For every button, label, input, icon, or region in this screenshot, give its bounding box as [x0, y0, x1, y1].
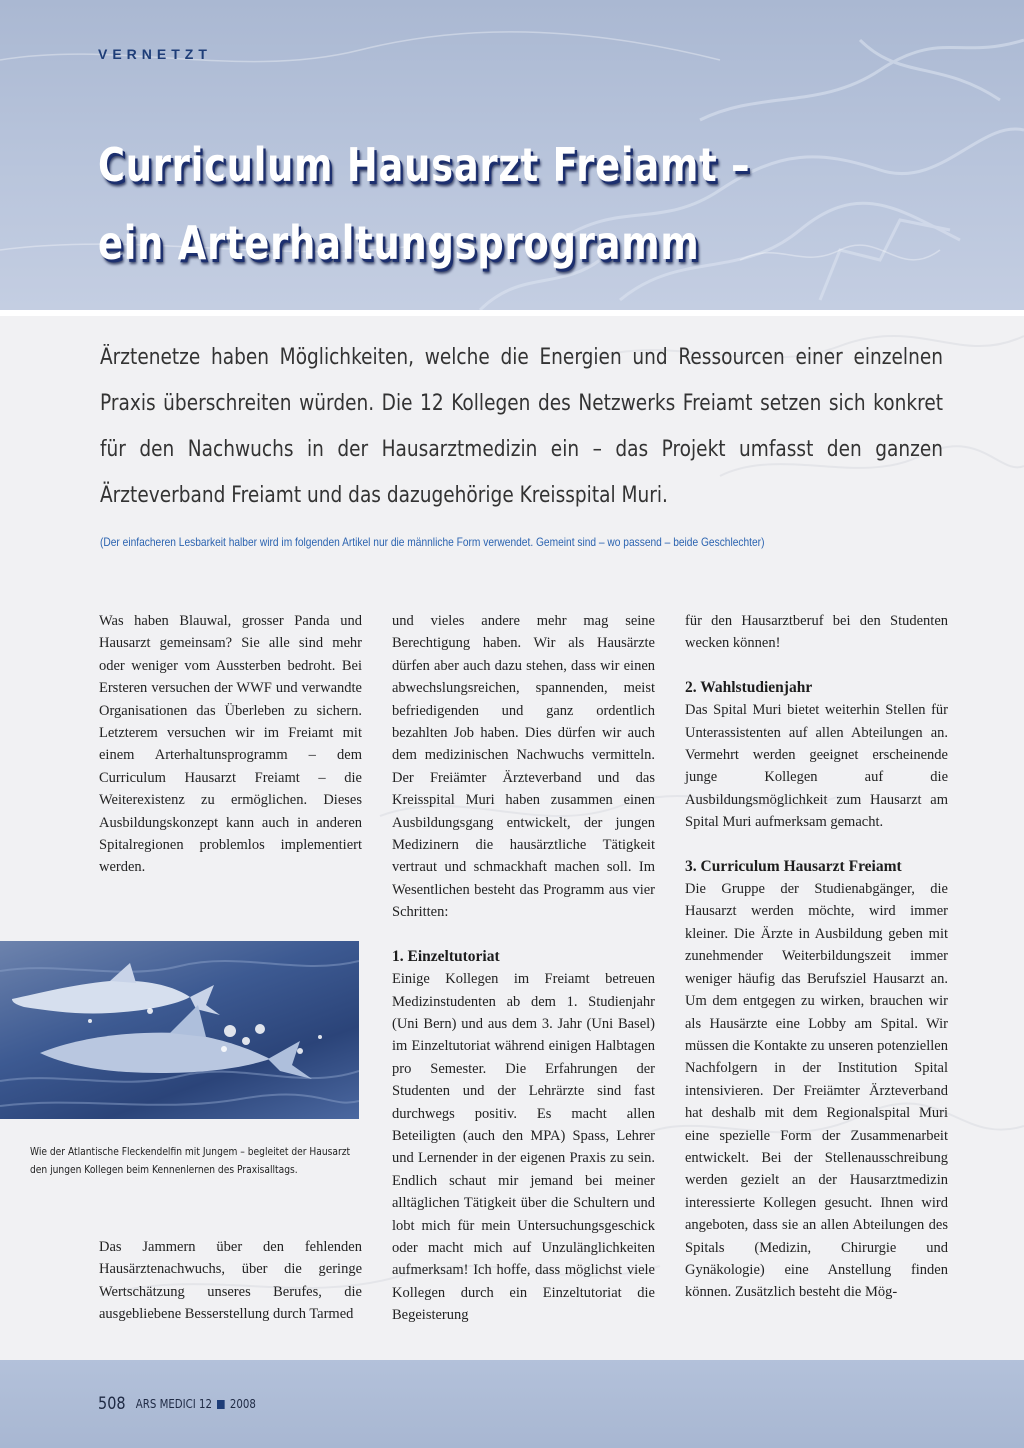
col3-paragraph-1: für den Hausarztberuf bei den Studenten wecken können!	[685, 613, 948, 652]
col3-paragraph-2: Das Spital Muri bietet weiterhin Stellen für Unterassistenten auf allen Abteilungen an. Vermehrt werden geeignet erscheinende junge Kollegen auf die Ausbildungsmöglichkeit zum Hausarzt am Spital Muri aufmerksam gemacht.	[685, 702, 948, 831]
journal-name: ARS MEDICI 12	[135, 1397, 213, 1411]
square-separator-icon	[217, 1400, 225, 1409]
column-2	[392, 610, 655, 1327]
title-line-1: Curriculum Hausarzt Freiamt –	[98, 138, 751, 192]
dolphin-icon	[0, 941, 359, 1119]
photo-caption: Wie der Atlantische Fleckendelfin mit Jungem – begleitet der Hausarzt den jungen Kollegen beim Kennenlernen des Praxisalltags.	[30, 1145, 351, 1176]
col1-paragraph-2: Das Jammern über den fehlenden Hausärztenachwuchs, über die geringe Wertschätzung unseres Berufes, die ausgebliebene Besserstellung durch Tarmed	[99, 1239, 362, 1323]
page-footer	[98, 1394, 256, 1414]
col2-paragraph-1: und vieles andere mehr mag seine Berechtigung haben. Wir als Hausärzte dürfen aber auch dazu stehen, dass wir einen abwechslungsreichen, spannenden, meist befriedigenden und ganz ordentlich bezahlten Job haben. Dies dürfen wir auch dem medizinischen Nachwuchs vermitteln. Der Freiämter Ärzteverband und das Kreisspital Muri haben zusammen einen Ausbildungsgang entwickelt, der jungen Medizinern die hausärztliche Tätigkeit vertraut und schmackhaft machen soll. Im Wesentlichen besteht das Programm aus vier Schritten:	[392, 613, 655, 921]
gender-note: (Der einfacheren Lesbarkeit halber wird im folgenden Artikel nur die männliche Form verwendet. Gemeint sind – wo passend – beide Geschlechter)	[100, 535, 765, 549]
dolphin-photo	[0, 941, 359, 1119]
column-3	[685, 610, 948, 1304]
title-line-2: ein Arterhaltungsprogramm	[98, 216, 700, 270]
issue-year: 2008	[229, 1397, 256, 1411]
heading-einzeltutoriat: 1. Einzeltutoriat	[392, 947, 500, 965]
heading-curriculum: 3. Curriculum Hausarzt Freiamt	[685, 857, 902, 875]
page-number: 508	[98, 1394, 126, 1414]
heading-wahlstudienjahr: 2. Wahlstudienjahr	[685, 678, 813, 696]
column-1	[99, 610, 362, 879]
lead-paragraph: Ärztenetze haben Möglichkeiten, welche die Energien und Ressourcen einer einzelnen Praxis überschreiten würden. Die 12 Kollegen des Netzwerks Freiamt setzen sich konkret für den Nachwuchs in der Hausarztmedizin ein – das Projekt umfasst den ganzen Ärzteverband Freiamt und das dazugehörige Kreisspital Muri.	[100, 345, 943, 508]
header-band	[0, 0, 1024, 310]
col3-paragraph-3: Die Gruppe der Studienabgänger, die Hausarzt werden möchte, wird immer kleiner. Die Ärzte in Ausbildung geben mit zunehmender Weiterbildungszeit immer weniger häufig das Berufsziel Hausarzt an. Um dem entgegen zu wirken, brauchen wir als Hausärzte eine Lobby am Spital. Wir müssen die Kontakte zu unseren potenziellen Nachfolgern in der Institution Spital intensivieren. Der Freiämter Ärzteverband hat deshalb mit dem Regionalspital Muri eine spezielle Form der Zusammenarbeit entwickelt. Bei der Stellenausschreibung werden gezielt an der Hausarztmedizin interessierte Kollegen gesucht. Ihnen wird angeboten, dass sie an allen Abteilungen des Spitals (Medizin, Chirurgie und Gynäkologie) eine Anstellung finden können. Zusätzlich besteht die Mög-	[685, 881, 948, 1301]
section-label: VERNETZT	[98, 46, 212, 62]
col2-paragraph-2: Einige Kollegen im Freiamt betreuen Medizinstudenten ab dem 1. Studienjahr (Uni Bern) und aus dem 3. Jahr (Uni Basel) im Einzeltutoriat während einigen Halbtagen pro Semester. Die Erfahrungen der Studenten und der Lehrärzte sind fast durchwegs positiv. Es macht allen Beteiligten (auch den MPA) Spass, Lehrer und Lernender in der eigenen Praxis zu sein. Endlich schaut mir jemand bei meiner alltäglichen Tätigkeit über die Schultern und lobt mich für mein Untersuchungsgeschick oder macht mich auf Unzulänglichkeiten aufmerksam! Ich hoffe, dass möglichst viele Kollegen durch ein Einzeltutoriat die Begeisterung	[392, 971, 655, 1324]
article-title	[98, 126, 750, 282]
column-1-continued	[99, 1236, 362, 1326]
col1-paragraph-1: Was haben Blauwal, grosser Panda und Hausarzt gemeinsam? Sie alle sind mehr oder weniger vom Aussterben bedroht. Bei Ersteren versuchen der WWF und verwandte Organisationen das Überleben zu sichern. Letzterem versuchen wir im Freiamt mit einem Arterhaltunsprogramm – dem Curriculum Hausarzt Freiamt – die Weiterexistenz zu ermöglichen. Dieses Ausbildungskonzept kann auch in anderen Spitalregionen problemlos implementiert werden.	[99, 613, 362, 876]
